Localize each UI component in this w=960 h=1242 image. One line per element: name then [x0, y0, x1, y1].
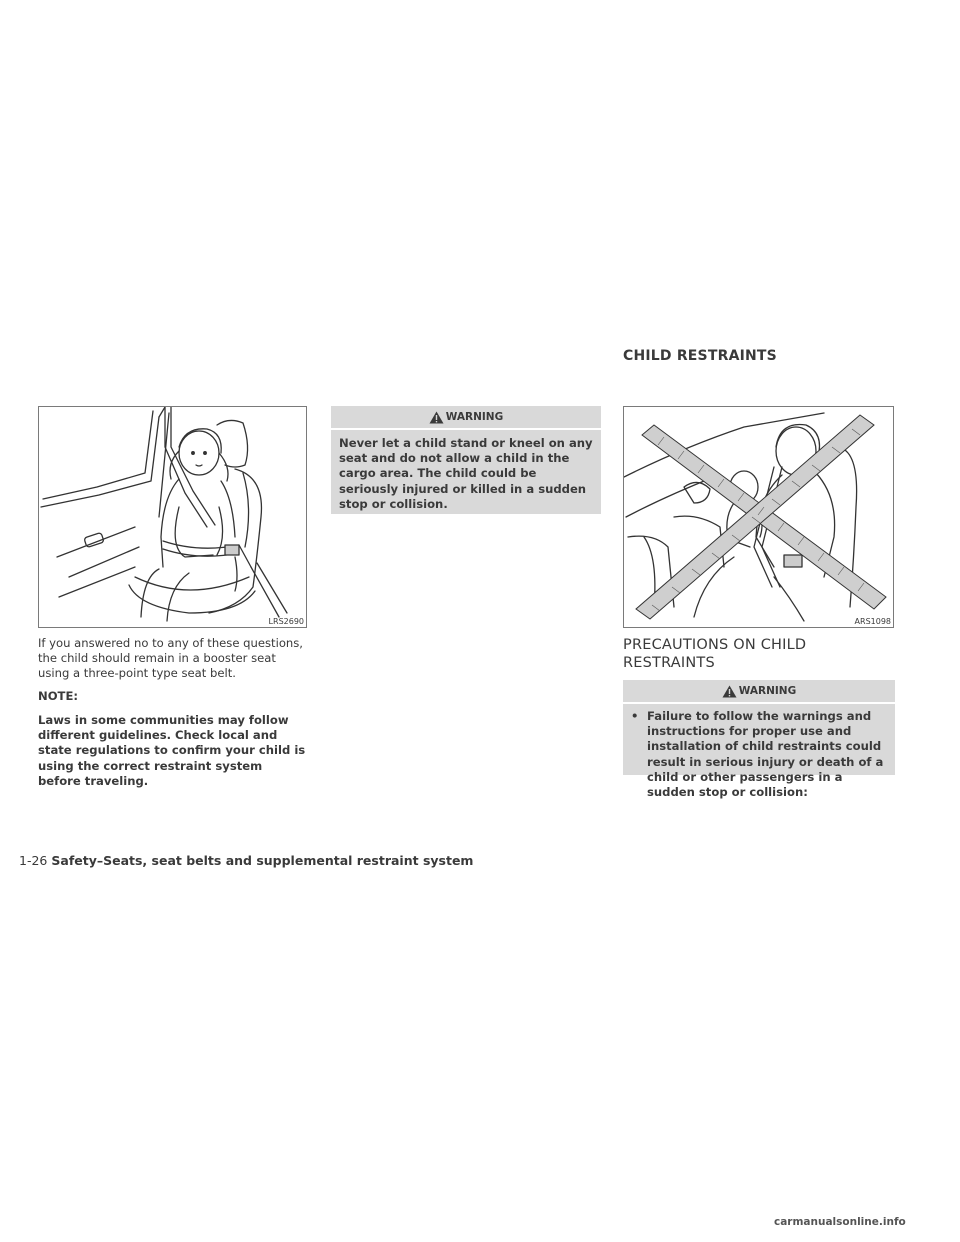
precautions-heading-line1: PRECAUTIONS ON CHILD — [623, 637, 807, 653]
figure-child-on-lap — [623, 406, 894, 628]
page-number: 1-26 — [19, 853, 48, 868]
chapter-title: Safety–Seats, seat belts and supplemental restraint system — [51, 853, 474, 868]
warning-triangle-icon — [429, 411, 444, 424]
page-footer — [19, 853, 473, 868]
precautions-heading — [623, 636, 895, 672]
warning-bullet-text: Failure to follow the warnings and instructions for proper use and installation of child restraints could result in serious injury or death of a child or other passengers in a sudden stop or collision: — [647, 709, 884, 800]
warning-box-cargo-area — [331, 406, 601, 514]
warning-label-right: WARNING — [738, 685, 797, 697]
bullet-dot-icon: • — [631, 709, 639, 723]
warning-triangle-icon — [722, 685, 737, 698]
warning-bullet-list — [623, 704, 895, 808]
precautions-heading-line2: RESTRAINTS — [623, 655, 715, 671]
figure-child-booster-seat — [38, 406, 307, 628]
note-heading: NOTE: — [38, 689, 79, 703]
section-heading: CHILD RESTRAINTS — [623, 348, 777, 364]
warning-header — [331, 406, 601, 430]
child-booster-seat-illustration — [39, 407, 306, 627]
child-on-lap-illustration — [624, 407, 893, 627]
intro-paragraph: If you answered no to any of these questions, the child should remain in a booster seat using a three-point type seat belt. — [38, 636, 303, 680]
watermark-text: carmanualsonline.info — [774, 1216, 906, 1228]
warning-bullet-item — [631, 709, 887, 800]
warning-box-child-restraints — [623, 680, 895, 800]
figure-id-ars1098: ARS1098 — [854, 617, 891, 626]
note-text: Laws in some communities may follow different guidelines. Check local and state regulations to confirm your child is using the correct restraint system before traveling. — [38, 713, 306, 788]
warning-text: Never let a child stand or kneel on any seat and do not allow a child in the cargo area. The child could be seriously injured or killed in a sudden stop or collision. — [339, 436, 593, 511]
warning-header-right — [623, 680, 895, 704]
warning-label: WARNING — [445, 411, 504, 423]
figure-id-lrs2690: LRS2690 — [268, 617, 304, 626]
